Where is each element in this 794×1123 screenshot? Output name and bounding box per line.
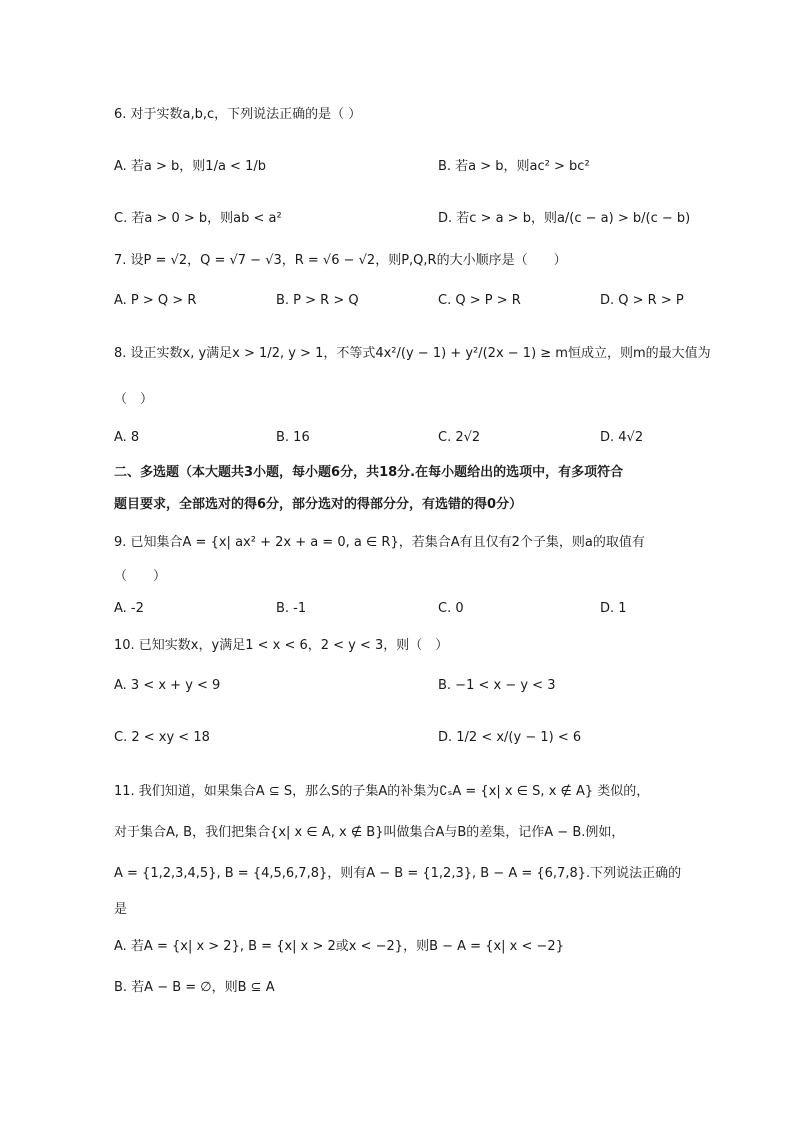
section2-heading-line1: 二、多选题（本大题共3小题，每小题6分，共18分.在每小题给出的选项中，有多项符合 bbox=[114, 465, 624, 480]
q9-option-b: B. -1 bbox=[276, 601, 307, 616]
q6-option-c: C. 若a > 0 > b，则ab < a² bbox=[114, 211, 282, 226]
q9-option-d: D. 1 bbox=[600, 601, 627, 616]
q6-option-d: D. 若c > a > b，则a/(c − a) > b/(c − b) bbox=[438, 211, 691, 226]
q9-option-c: C. 0 bbox=[438, 601, 464, 616]
q9-option-a: A. -2 bbox=[114, 601, 144, 616]
q8-stem: 8. 设正实数x, y满足x > 1/2, y > 1，不等式4x²/(y − 1) + y²/(2x − 1) ≥ m恒成立，则m的最大值为 bbox=[114, 346, 711, 361]
q6-option-a: A. 若a > b，则1/a < 1/b bbox=[114, 159, 266, 174]
q8-option-a: A. 8 bbox=[114, 430, 140, 445]
q11-option-b: B. 若A − B = ∅，则B ⊆ A bbox=[114, 980, 275, 995]
q10-option-b: B. −1 < x − y < 3 bbox=[438, 678, 556, 693]
q6-option-b: B. 若a > b，则ac² > bc² bbox=[438, 159, 590, 174]
q11-line4: 是 bbox=[114, 902, 128, 917]
q11-option-a: A. 若A = {x| x > 2}, B = {x| x > 2或x < −2}，则B − A = {x| x < −2} bbox=[114, 939, 564, 954]
section2-heading-line2: 题目要求，全部选对的得6分，部分选对的得部分分，有选错的得0分） bbox=[114, 497, 523, 512]
q8-option-b: B. 16 bbox=[276, 430, 310, 445]
q10-stem: 10. 已知实数x，y满足1 < x < 6，2 < y < 3，则（ ） bbox=[114, 638, 449, 653]
q10-option-c: C. 2 < xy < 18 bbox=[114, 730, 210, 745]
q8-paren: （ ） bbox=[114, 392, 154, 407]
q10-option-d: D. 1/2 < x/(y − 1) < 6 bbox=[438, 730, 582, 745]
q7-option-b: B. P > R > Q bbox=[276, 293, 359, 308]
q8-option-d: D. 4√2 bbox=[600, 430, 644, 445]
q11-line1: 11. 我们知道，如果集合A ⊆ S，那么S的子集A的补集为∁ₛA = {x| x ∈ S, x ∉ A} 类似的， bbox=[114, 784, 650, 799]
q7-option-c: C. Q > P > R bbox=[438, 293, 521, 308]
q6-stem: 6. 对于实数a,b,c，下列说法正确的是（ ） bbox=[114, 107, 362, 122]
q7-stem: 7. 设P = √2，Q = √7 − √3，R = √6 − √2，则P,Q,R的大小顺序是（ ） bbox=[114, 253, 567, 268]
q11-line2: 对于集合A, B，我们把集合{x| x ∈ A, x ∉ B}叫做集合A与B的差集，记作A − B.例如， bbox=[114, 825, 625, 840]
q11-line3: A = {1,2,3,4,5}, B = {4,5,6,7,8}，则有A − B = {1,2,3}, B − A = {6,7,8}.下列说法正确的 bbox=[114, 866, 682, 881]
q9-paren: （ ） bbox=[114, 569, 167, 584]
q9-stem: 9. 已知集合A = {x| ax² + 2x + a = 0, a ∈ R}，若集合A有且仅有2个子集，则a的取值有 bbox=[114, 535, 645, 550]
q7-option-a: A. P > Q > R bbox=[114, 293, 197, 308]
q7-option-d: D. Q > R > P bbox=[600, 293, 684, 308]
q10-option-a: A. 3 < x + y < 9 bbox=[114, 678, 221, 693]
q8-option-c: C. 2√2 bbox=[438, 430, 481, 445]
